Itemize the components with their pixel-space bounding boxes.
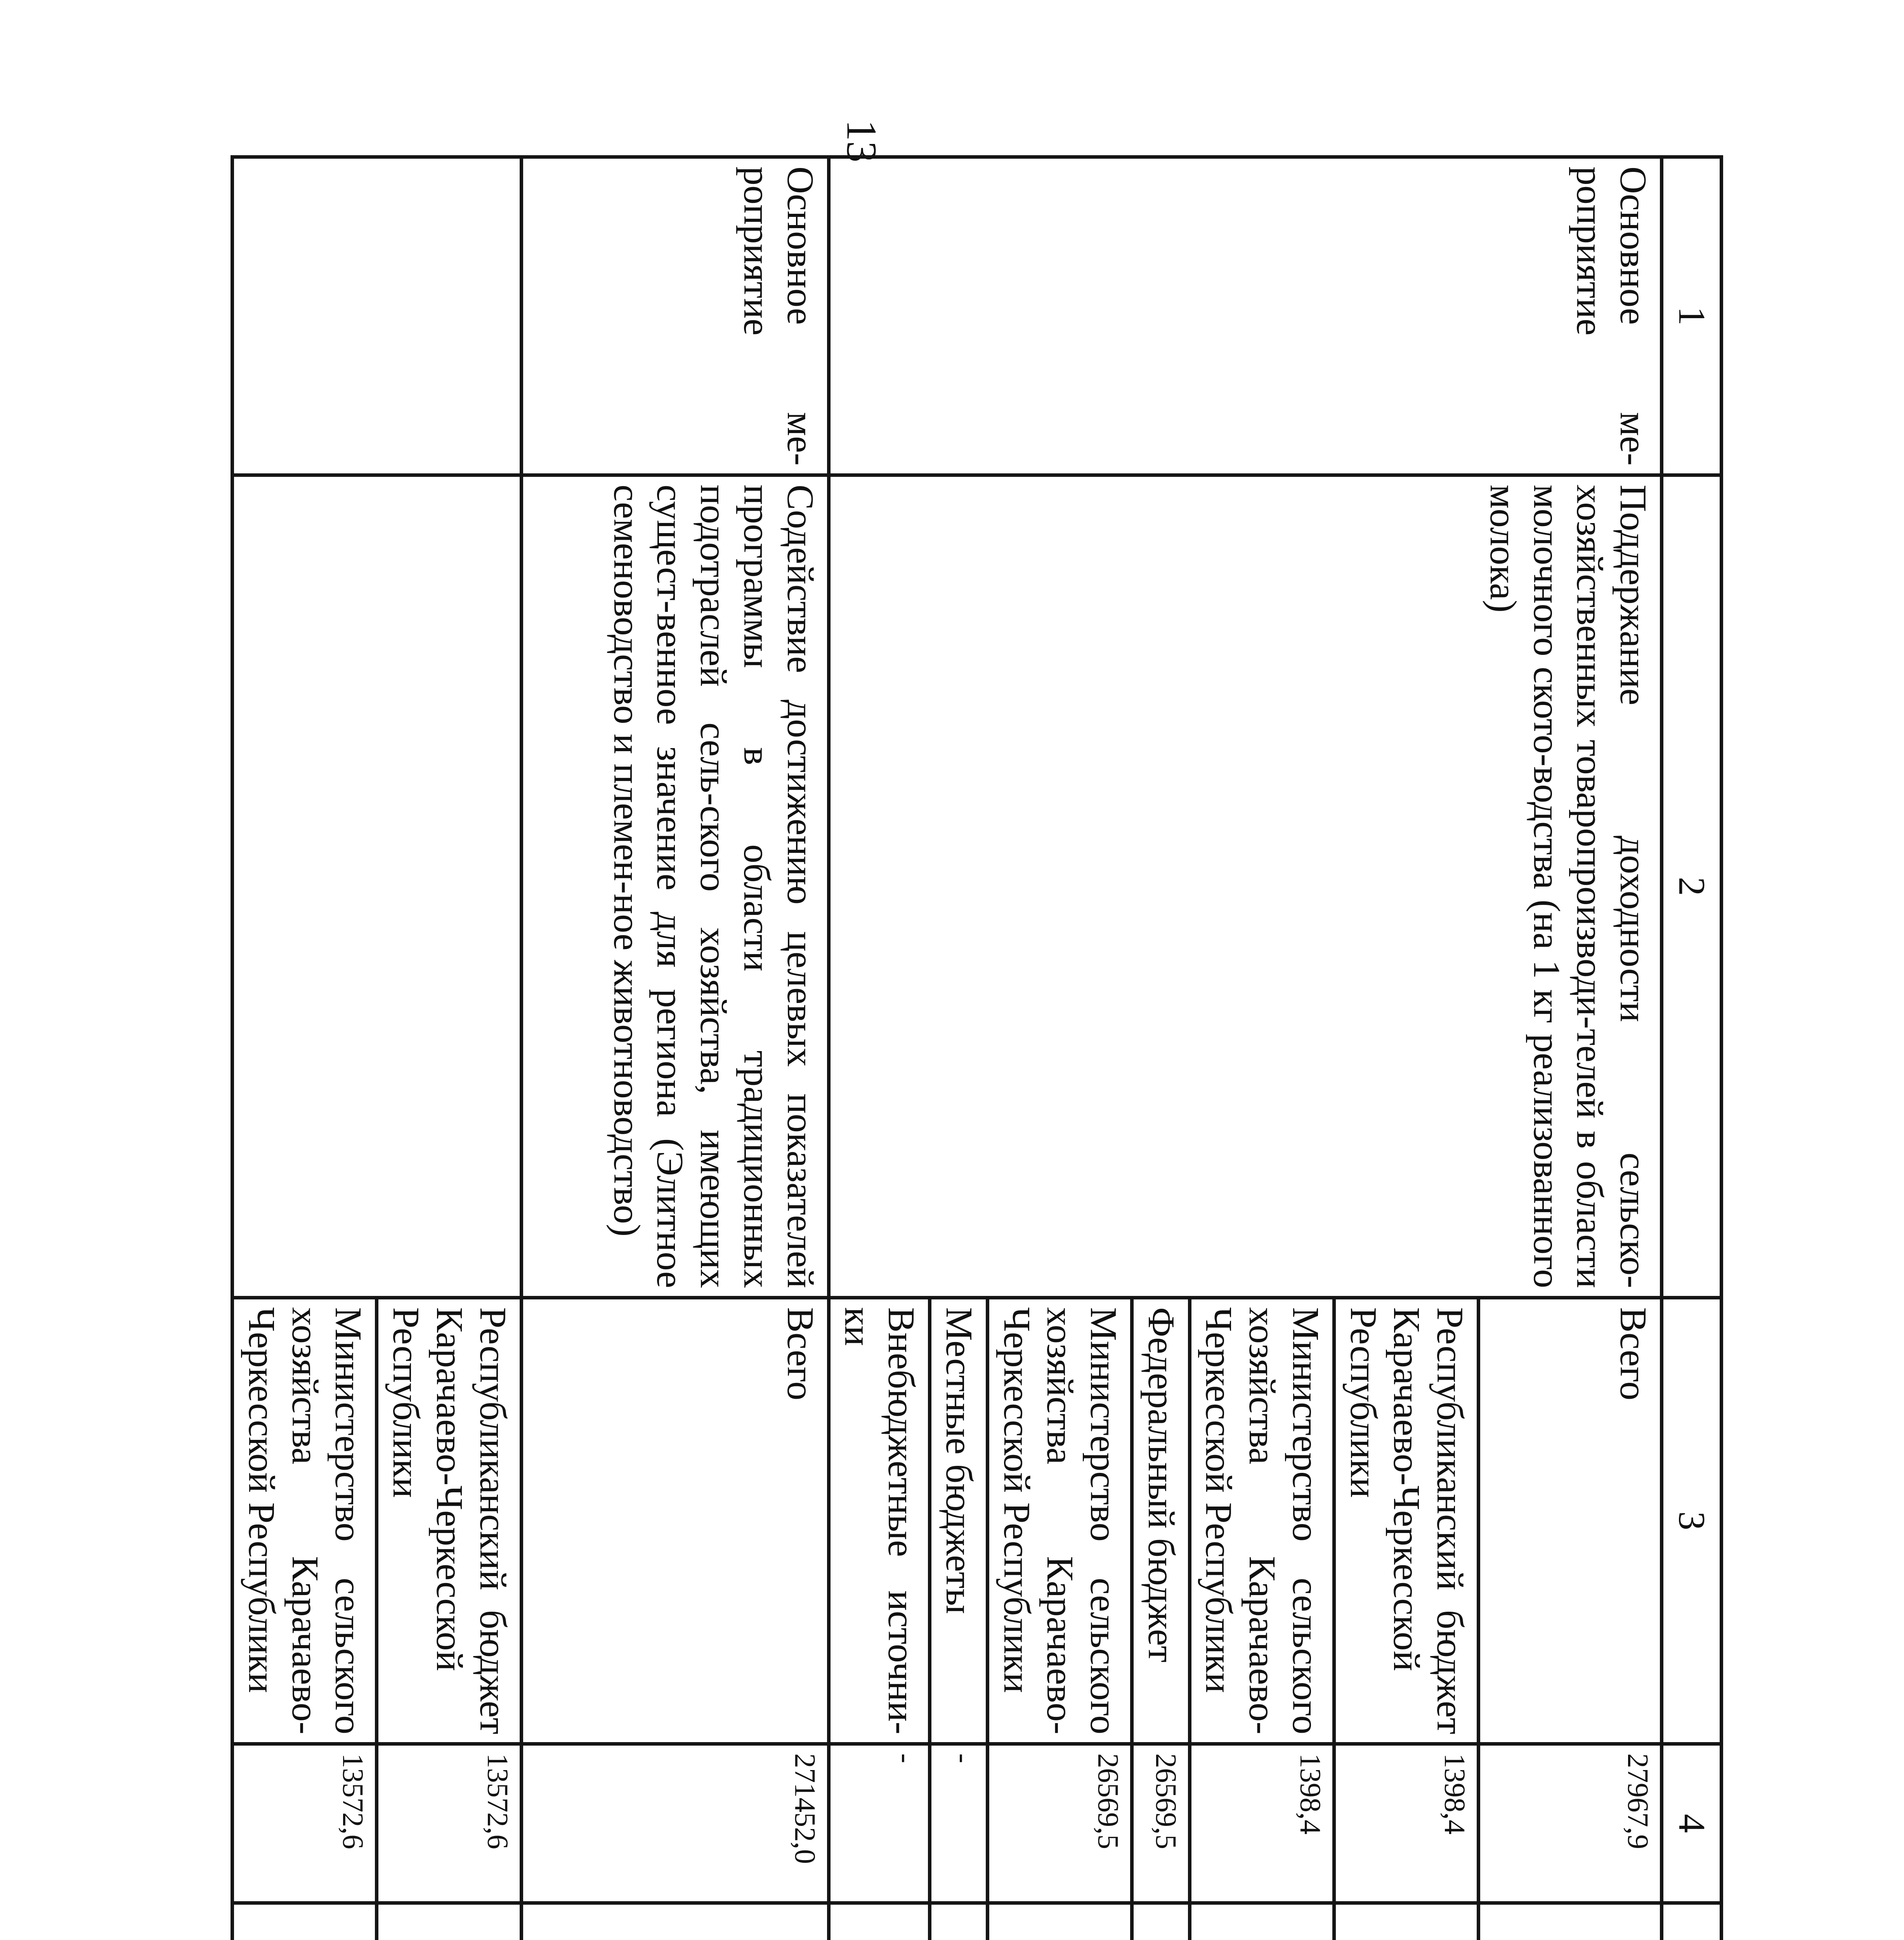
page-number: 13 xyxy=(838,120,886,163)
source-cell: Республиканский бюджет Карачаево-Черкесской Республики xyxy=(377,1298,521,1744)
empty-cell xyxy=(232,157,521,475)
value-cell xyxy=(1190,1903,1334,1940)
value-cell xyxy=(377,1903,521,1940)
col-header-2: 2 xyxy=(1662,475,1722,1298)
header-row xyxy=(1662,157,1722,1940)
value-cell xyxy=(930,1903,988,1940)
amount-cell: 271452,0 xyxy=(521,1744,829,1903)
rotated-table-canvas xyxy=(167,155,1723,1940)
source-cell: Внебюджетные источни-ки xyxy=(829,1298,929,1744)
value-cell xyxy=(1334,1903,1478,1940)
value-cell xyxy=(1479,1903,1662,1940)
amount-cell: 1398,4 xyxy=(1190,1744,1334,1903)
amount-cell: - xyxy=(829,1744,929,1903)
event-name-cell: Поддержание доходности сельско-хозяйственных товаропроизводи-телей в области молочного ското-водства (на 1 кг реализованного молока) xyxy=(829,475,1661,1298)
amount-cell: 26569,5 xyxy=(987,1744,1132,1903)
table-row xyxy=(521,157,829,1940)
amount-cell: 27967,9 xyxy=(1479,1744,1662,1903)
source-cell: Республиканский бюджет Карачаево-Черкесской Республики xyxy=(1334,1298,1478,1744)
col-header-3: 3 xyxy=(1662,1298,1722,1744)
source-cell: Министерство сельского хозяйства Карачаево-Черкесской Республики xyxy=(987,1298,1132,1744)
table-row xyxy=(1479,157,1662,1940)
source-cell: Федеральный бюджет xyxy=(1132,1298,1190,1744)
source-cell: Всего xyxy=(521,1298,829,1744)
col-header-4: 4 xyxy=(1662,1744,1722,1903)
amount-cell: - xyxy=(930,1744,988,1903)
empty-cell xyxy=(232,475,521,1298)
source-cell: Всего xyxy=(1479,1298,1662,1744)
source-cell: Местные бюджеты xyxy=(930,1298,988,1744)
value-cell xyxy=(829,1903,929,1940)
value-cell xyxy=(521,1903,829,1940)
col-header-1: 1 xyxy=(1662,157,1722,475)
funding-table xyxy=(231,155,1723,1940)
value-cell xyxy=(987,1903,1132,1940)
amount-cell: 1398,4 xyxy=(1334,1744,1478,1903)
amount-cell: 13572,6 xyxy=(377,1744,521,1903)
source-cell: Министерство сельского хозяйства Карачаево-Черкесской Республики xyxy=(232,1298,377,1744)
event-name-cell: Содействие достижению целевых показателей программы в области традиционных подотраслей сель-ского хозяйства, имеющих сущест-венное значение для региона (Элитное семеноводство и племен-ное животноводство) xyxy=(521,475,829,1298)
source-cell: Министерство сельского хозяйства Карачаево-Черкесской Республики xyxy=(1190,1298,1334,1744)
event-type-cell: Основное ме-роприятие xyxy=(521,157,829,475)
event-type-cell: Основное ме-роприятие xyxy=(829,157,1661,475)
table-row xyxy=(377,157,521,1940)
col-header-5 xyxy=(1662,1903,1722,1940)
value-cell xyxy=(232,1903,377,1940)
amount-cell: 13572,6 xyxy=(232,1744,377,1903)
amount-cell: 26569,5 xyxy=(1132,1744,1190,1903)
value-cell xyxy=(1132,1903,1190,1940)
